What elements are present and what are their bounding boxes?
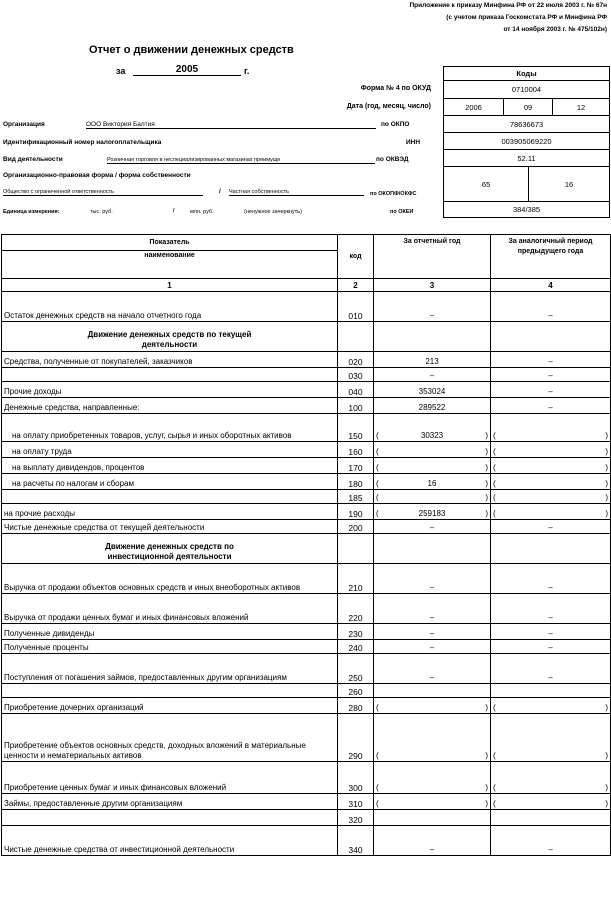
col-current: За отчетный год	[374, 235, 491, 279]
col-prior: За аналогичный период предыдущего года	[491, 235, 611, 279]
value-current: –	[374, 594, 491, 624]
report-year: 2005	[133, 64, 241, 76]
okopf-label: по ОКОПФ/ОКФС	[370, 191, 417, 197]
table-row	[2, 490, 611, 504]
empty-cell	[338, 534, 374, 564]
row-label: Полученные дивиденды	[2, 624, 338, 640]
value-prior: –	[491, 398, 611, 414]
row-code: 220	[338, 594, 374, 624]
okpo-label: по ОКПО	[381, 121, 410, 128]
value-prior	[491, 684, 611, 698]
empty-cell	[491, 322, 611, 352]
value-prior: –	[491, 520, 611, 534]
table-row	[2, 564, 611, 594]
col-num-3: 3	[374, 279, 491, 292]
value-current: ( 30323 )	[374, 414, 491, 442]
section-row	[2, 322, 611, 352]
value-current	[374, 810, 491, 826]
table-row	[2, 698, 611, 714]
inn-tag: ИНН	[406, 139, 421, 146]
row-code: 300	[338, 762, 374, 794]
row-label: на прочие расходы	[2, 504, 338, 520]
row-code: 020	[338, 352, 374, 368]
row-label: на оплату приобретенных товаров, услуг, сырья и иных оборотных активов	[2, 414, 338, 442]
activity-value: Розничная торговля в неспециализированных магазинах преимуще	[107, 157, 375, 164]
row-code: 240	[338, 640, 374, 654]
value-current: ( )	[374, 794, 491, 810]
inn-code: 003905069220	[443, 132, 610, 150]
value-current: 353024	[374, 382, 491, 398]
legal-form-label: Организационно-правовая форма / форма собственности	[3, 172, 191, 179]
row-code: 170	[338, 458, 374, 474]
row-label: на расчеты по налогам и сборам	[2, 474, 338, 490]
org-label: Организация	[3, 121, 45, 128]
row-code: 210	[338, 564, 374, 594]
row-code: 310	[338, 794, 374, 810]
row-label: на выплату дивидендов, процентов	[2, 458, 338, 474]
value-prior: ( )	[491, 504, 611, 520]
col-name: наименование	[2, 251, 338, 279]
row-code: 040	[338, 382, 374, 398]
value-prior: –	[491, 594, 611, 624]
row-label: Прочие доходы	[2, 382, 338, 398]
value-current	[374, 684, 491, 698]
table-row	[2, 474, 611, 490]
value-prior: ( )	[491, 698, 611, 714]
header-note-line-1: Приложение к приказу Минфина РФ от 22 июля 2003 г. № 67н	[409, 2, 607, 9]
row-label: Выручка от продажи ценных бумаг и иных финансовых вложений	[2, 594, 338, 624]
form-code: 0710004	[443, 80, 610, 99]
value-prior: ( )	[491, 794, 611, 810]
section-row	[2, 534, 611, 564]
value-prior: –	[491, 368, 611, 382]
value-prior: –	[491, 826, 611, 856]
value-prior: –	[491, 654, 611, 684]
unit-note: (ненужное зачеркнуть)	[244, 209, 302, 215]
okopf-code: 65	[443, 166, 529, 202]
row-label: Остаток денежных средств на начало отчетного года	[2, 292, 338, 322]
row-code: 290	[338, 714, 374, 762]
okpo-code: 78636673	[443, 115, 610, 133]
value-current: –	[374, 640, 491, 654]
value-current: ( )	[374, 490, 491, 504]
row-label: Чистые денежные средства от текущей деятельности	[2, 520, 338, 534]
unit-alt: млн. руб.	[190, 209, 214, 215]
okved-label: по ОКВЭД	[376, 156, 409, 163]
row-label: на оплату труда	[2, 442, 338, 458]
date-month: 09	[503, 98, 553, 116]
codes-header: Коды	[443, 66, 610, 81]
col-num-2: 2	[338, 279, 374, 292]
row-label: Чистые денежные средства от инвестиционной деятельности	[2, 826, 338, 856]
table-row	[2, 382, 611, 398]
row-label	[2, 684, 338, 698]
empty-cell	[374, 534, 491, 564]
date-day: 12	[552, 98, 610, 116]
table-row	[2, 292, 611, 322]
value-current: ( )	[374, 458, 491, 474]
unit-slash: /	[173, 208, 175, 214]
row-code: 260	[338, 684, 374, 698]
value-prior: –	[491, 382, 611, 398]
value-prior: –	[491, 640, 611, 654]
okei-code: 384/385	[443, 201, 610, 218]
value-prior: ( )	[491, 414, 611, 442]
row-code: 150	[338, 414, 374, 442]
row-label: Поступления от погашения займов, предоставленных другим организациям	[2, 654, 338, 684]
col-code: код	[338, 235, 374, 279]
report-title: Отчет о движении денежных средств	[89, 44, 294, 56]
row-code: 185	[338, 490, 374, 504]
value-current: –	[374, 292, 491, 322]
row-label: Приобретение ценных бумаг и иных финансовых вложений	[2, 762, 338, 794]
row-label: Денежные средства, направленные:	[2, 398, 338, 414]
table-row	[2, 794, 611, 810]
empty-cell	[374, 322, 491, 352]
table-row	[2, 414, 611, 442]
row-label: Полученные проценты	[2, 640, 338, 654]
table-row	[2, 504, 611, 520]
value-current: –	[374, 368, 491, 382]
col-num-1: 1	[2, 279, 338, 292]
value-prior: –	[491, 292, 611, 322]
header-note-line-3: от 14 ноября 2003 г. № 475/102н)	[503, 26, 607, 33]
value-current: 213	[374, 352, 491, 368]
table-row	[2, 624, 611, 640]
table-row	[2, 398, 611, 414]
table-row	[2, 458, 611, 474]
col-num-4: 4	[491, 279, 611, 292]
row-code: 280	[338, 698, 374, 714]
form-slash: /	[219, 188, 221, 195]
row-code: 100	[338, 398, 374, 414]
table-row	[2, 826, 611, 856]
section-title: Движение денежных средств по инвестиционной деятельности	[2, 534, 338, 564]
value-current: ( )	[374, 762, 491, 794]
value-current: –	[374, 564, 491, 594]
header-note-line-2: (с учетом приказа Госкомстата РФ и Минфина РФ	[446, 14, 607, 21]
value-prior: –	[491, 624, 611, 640]
row-code: 200	[338, 520, 374, 534]
row-code: 340	[338, 826, 374, 856]
row-code: 250	[338, 654, 374, 684]
value-prior: ( )	[491, 490, 611, 504]
value-current: ( )	[374, 442, 491, 458]
row-code: 190	[338, 504, 374, 520]
value-prior: ( )	[491, 458, 611, 474]
row-label	[2, 490, 338, 504]
row-code: 160	[338, 442, 374, 458]
value-prior: –	[491, 352, 611, 368]
cash-flow-table	[1, 234, 611, 856]
table-row	[2, 442, 611, 458]
value-current: ( )	[374, 714, 491, 762]
year-suffix: г.	[244, 66, 250, 76]
section-title: Движение денежных средств по текущей деятельности	[2, 322, 338, 352]
okved-code: 52.11	[443, 149, 610, 167]
table-row	[2, 762, 611, 794]
row-code: 010	[338, 292, 374, 322]
okei-label: по ОКЕИ	[390, 209, 414, 215]
row-code: 320	[338, 810, 374, 826]
table-row	[2, 640, 611, 654]
org-value: ООО Виктория Балтия	[86, 121, 376, 129]
value-prior: ( )	[491, 442, 611, 458]
col-indicator: Показатель	[2, 235, 338, 251]
table-row	[2, 684, 611, 698]
table-row	[2, 714, 611, 762]
codes-box	[443, 66, 610, 218]
value-current: –	[374, 624, 491, 640]
row-label: Приобретение дочерних организаций	[2, 698, 338, 714]
value-prior	[491, 810, 611, 826]
date-label: Дата (год, месяц, число)	[346, 103, 431, 110]
table-row	[2, 520, 611, 534]
legal-form-value: Общество с ограниченной ответственность	[3, 189, 203, 196]
row-label: Приобретение объектов основных средств, доходных вложений в материальные ценности и нематериальных активов	[2, 714, 338, 762]
row-code: 030	[338, 368, 374, 382]
value-prior: ( )	[491, 474, 611, 490]
period-prefix: за	[116, 66, 126, 76]
form-label: Форма № 4 по ОКУД	[360, 85, 431, 92]
row-label: Средства, полученные от покупателей, заказчиков	[2, 352, 338, 368]
row-label: Выручка от продажи объектов основных средств и иных внеоборотных активов	[2, 564, 338, 594]
table-row	[2, 810, 611, 826]
unit-label: Единица измерения:	[3, 209, 60, 215]
activity-label: Вид деятельности	[3, 156, 63, 163]
table-row	[2, 368, 611, 382]
value-current: –	[374, 654, 491, 684]
empty-cell	[338, 322, 374, 352]
table-row	[2, 352, 611, 368]
value-current: –	[374, 826, 491, 856]
okfs-code: 16	[528, 166, 610, 202]
row-label	[2, 368, 338, 382]
value-current: ( 16 )	[374, 474, 491, 490]
value-prior: ( )	[491, 714, 611, 762]
row-code: 180	[338, 474, 374, 490]
value-current: ( 259183 )	[374, 504, 491, 520]
unit-value: тыс. руб.	[90, 209, 113, 215]
ownership-value: Частная собственность	[229, 189, 364, 196]
row-code: 230	[338, 624, 374, 640]
empty-cell	[491, 534, 611, 564]
row-label	[2, 810, 338, 826]
inn-label: Идентификационный номер налогоплательщика	[3, 139, 162, 146]
date-year: 2006	[443, 98, 504, 116]
value-prior: ( )	[491, 762, 611, 794]
row-label: Займы, предоставленные другим организациям	[2, 794, 338, 810]
value-current: –	[374, 520, 491, 534]
value-current: 289522	[374, 398, 491, 414]
table-row	[2, 594, 611, 624]
table-row	[2, 654, 611, 684]
value-current: ( )	[374, 698, 491, 714]
value-prior: –	[491, 564, 611, 594]
